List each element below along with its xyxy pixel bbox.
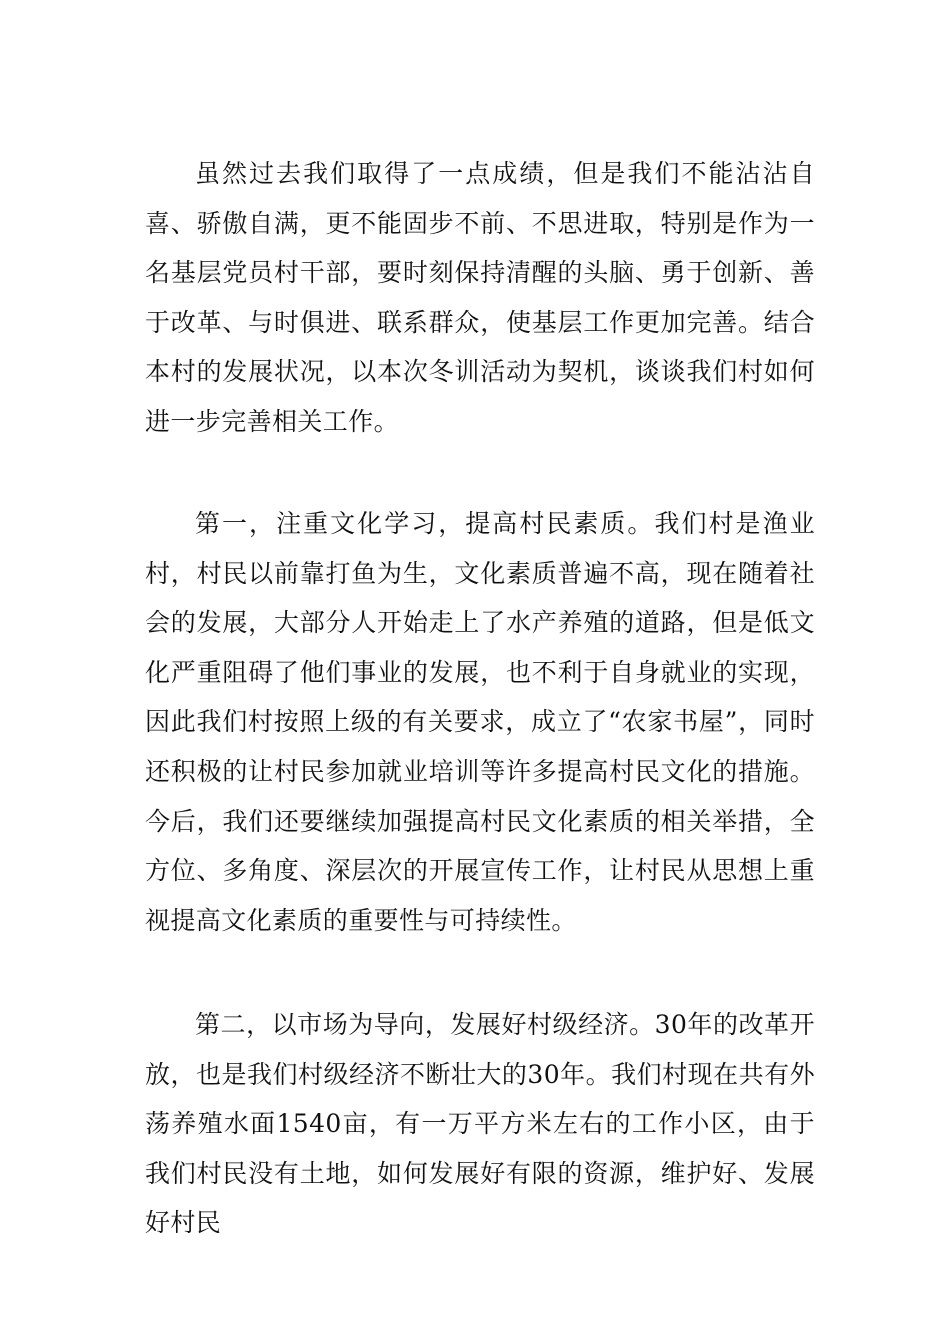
paragraph-3: 第二，以市场为导向，发展好村级经济。30年的改革开放，也是我们村级经济不断壮大的30年。我们村现在共有外荡养殖水面1540亩，有一万平方米左右的工作小区，由于我们村民没有土地，如何发展好有限的资源，维护好、发展好村民 bbox=[145, 1010, 815, 1238]
paragraph-1: 虽然过去我们取得了一点成绩，但是我们不能沾沾自喜、骄傲自满，更不能固步不前、不思进取，特别是作为一名基层党员村干部，要时刻保持清醒的头脑、勇于创新、善于改革、与时俱进、联系群众，使基层工作更加完善。结合本村的发展状况，以本次冬训活动为契机，谈谈我们村如何进一步完善相关工作。 bbox=[145, 159, 815, 436]
paragraph-2: 第一，注重文化学习，提高村民素质。我们村是渔业村，村民以前靠打鱼为生，文化素质普遍不高，现在随着社会的发展，大部分人开始走上了水产养殖的道路，但是低文化严重阻碍了他们事业的发展，也不利于自身就业的实现，因此我们村按照上级的有关要求，成立了“农家书屋”，同时还积极的让村民参加就业培训等许多提高村民文化的措施。今后，我们还要继续加强提高村民文化素质的相关举措，全方位、多角度、深层次的开展宣传工作，让村民从思想上重视提高文化素质的重要性与可持续性。 bbox=[145, 509, 815, 935]
